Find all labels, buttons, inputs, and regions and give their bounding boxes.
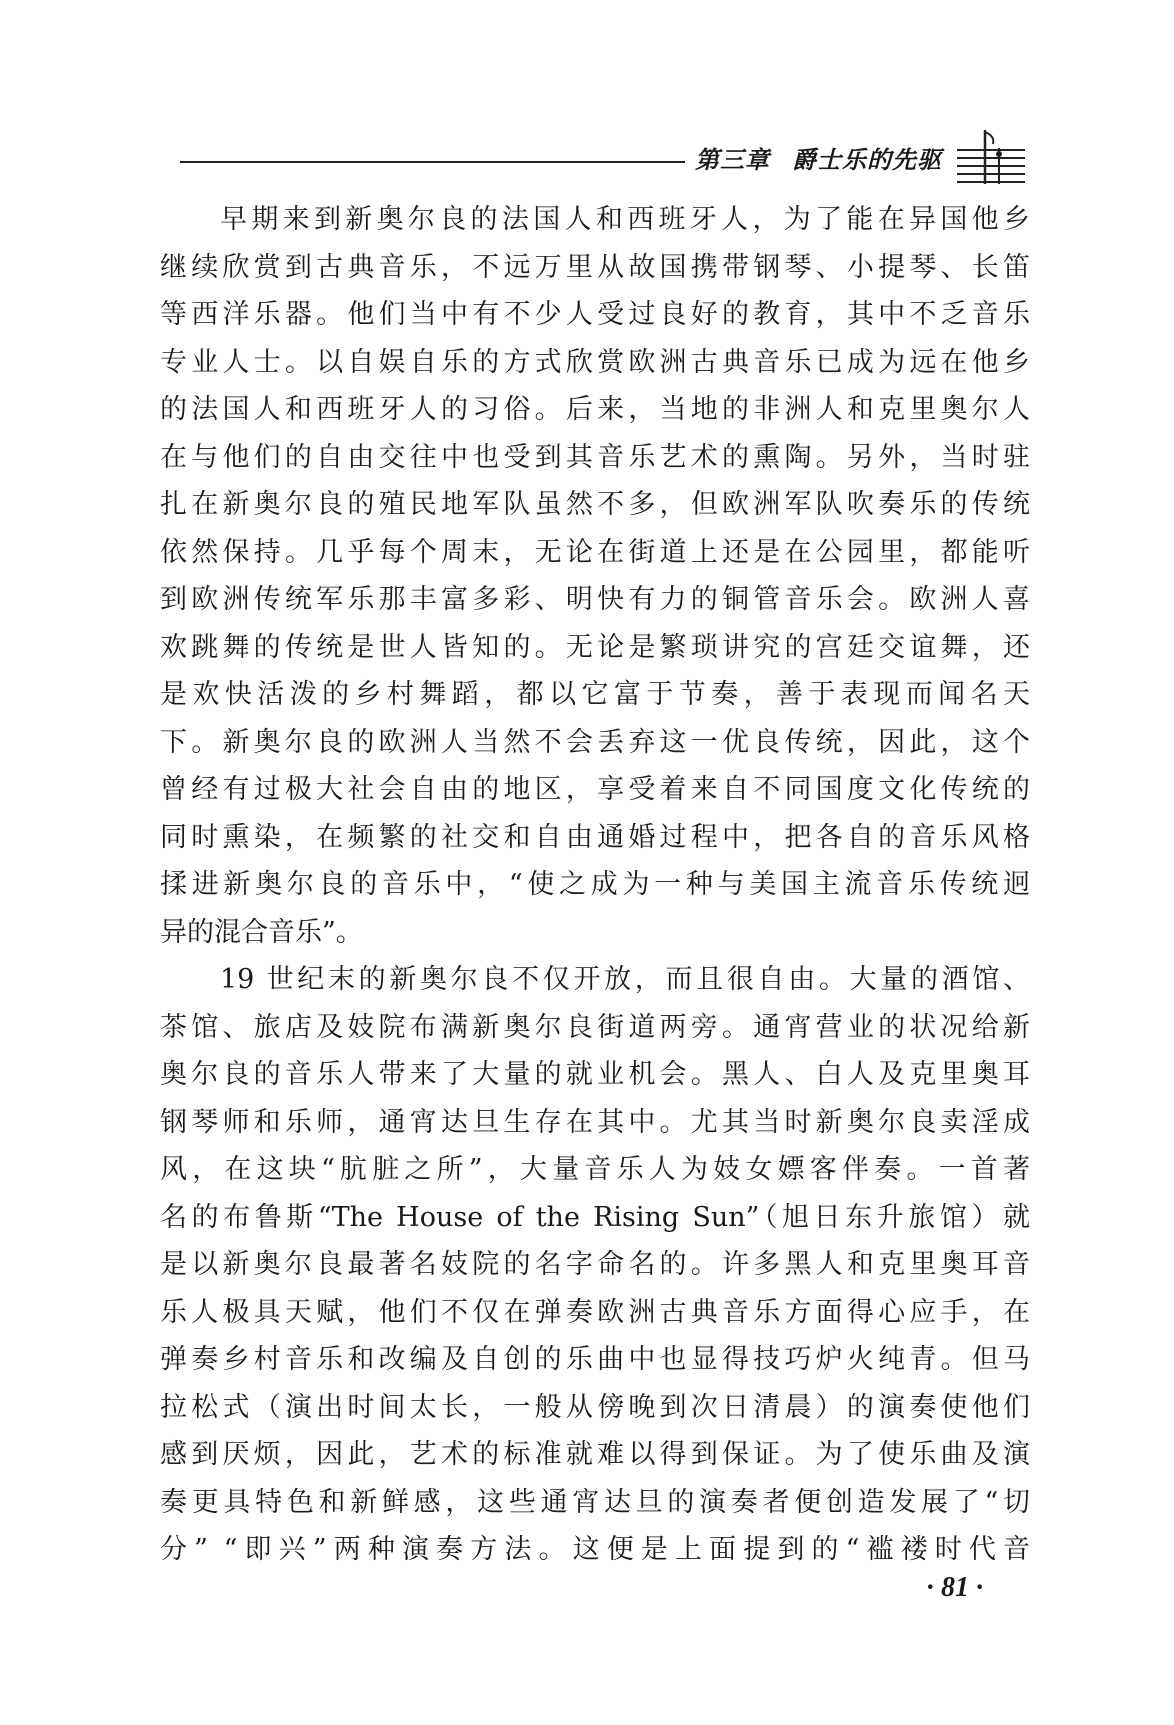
running-header	[160, 128, 1030, 188]
text-line: 在与他们的自由交往中也受到其音乐艺术的熏陶。另外，当时驻	[160, 441, 1030, 473]
text-line: 欢跳舞的传统是世人皆知的。无论是繁琐讲究的宫廷交谊舞，还	[160, 631, 1030, 663]
text-line: 19 世纪末的新奥尔良不仅开放，而且很自由。大量的酒馆、	[220, 964, 1030, 995]
text-line: 钢琴师和乐师，通宵达旦生存在其中。尤其当时新奥尔良卖淫成	[160, 1106, 1030, 1138]
paragraph-2	[160, 956, 1030, 1574]
text-line: 到欧洲传统军乐那丰富多彩、明快有力的铜管音乐会。欧洲人喜	[160, 584, 1030, 615]
text-line: 茶馆、旅店及妓院布满新奥尔良街道两旁。通宵营业的状况给新	[160, 1011, 1030, 1043]
text-line: 奏更具特色和新鲜感，这些通宵达旦的演奏者便创造发展了“切	[160, 1486, 1030, 1518]
text-line: 专业人士。以自娱自乐的方式欣赏欧洲古典音乐已成为远在他乡	[160, 346, 1030, 378]
chapter-title: 爵士乐的先驱	[792, 146, 942, 174]
text-line: 拉松式（演出时间太长，一般从傍晚到次日清晨）的演奏使他们	[160, 1391, 1030, 1423]
text-line: 揉进新奥尔良的音乐中，“使之成为一种与美国主流音乐传统迥	[160, 869, 1030, 900]
chapter-label: 第三章	[695, 146, 770, 174]
text-line: 扎在新奥尔良的殖民地军队虽然不多，但欧洲军队吹奏乐的传统	[160, 489, 1030, 520]
page-number-dot-right: ·	[975, 1572, 985, 1603]
paragraph-1	[160, 196, 1030, 956]
text-line: 分” “即兴”两种演奏方法。这便是上面提到的“褴褛时代音	[160, 1534, 1030, 1565]
page-number-value: 81	[941, 1572, 969, 1603]
text-line: 乐人极具天赋，他们不仅在弹奏欧洲古典音乐方面得心应手，在	[160, 1296, 1030, 1328]
text-line: 是以新奥尔良最著名妓院的名字命名的。许多黑人和克里奥耳音	[160, 1249, 1030, 1280]
text-line: 风，在这块“肮脏之所”，大量音乐人为妓女嫖客伴奏。一首著	[160, 1154, 1030, 1185]
page-number	[900, 1572, 1010, 1604]
text-line: 等西洋乐器。他们当中有不少人受过良好的教育，其中不乏音乐	[160, 299, 1030, 330]
body-text	[160, 196, 1030, 1574]
header-title	[695, 140, 942, 175]
header-rule	[180, 161, 685, 163]
text-line: 感到厌烦，因此，艺术的标准就难以得到保证。为了使乐曲及演	[160, 1439, 1030, 1470]
text-line: 是欢快活泼的乡村舞蹈，都以它富于节奏，善于表现而闻名天	[160, 679, 1030, 710]
text-line: 奥尔良的音乐人带来了大量的就业机会。黑人、白人及克里奥耳	[160, 1059, 1030, 1090]
text-line: 下。新奥尔良的欧洲人当然不会丢弃这一优良传统，因此，这个	[160, 726, 1030, 758]
text-line: 弹奏乡村音乐和改编及自创的乐曲中也显得技巧炉火纯青。但马	[160, 1344, 1030, 1375]
text-line: 早期来到新奥尔良的法国人和西班牙人，为了能在异国他乡	[220, 204, 1030, 235]
text-line: 继续欣赏到古典音乐，不远万里从故国携带钢琴、小提琴、长笛	[160, 251, 1030, 283]
text-line: 同时熏染，在频繁的社交和自由通婚过程中，把各自的音乐风格	[160, 821, 1030, 853]
music-staff-icon	[955, 128, 1027, 186]
text-line: 的法国人和西班牙人的习俗。后来，当地的非洲人和克里奥尔人	[160, 394, 1030, 425]
text-line: 曾经有过极大社会自由的地区，享受着来自不同国度文化传统的	[160, 774, 1030, 805]
page-number-dot-left: ·	[925, 1572, 935, 1603]
text-line: 依然保持。几乎每个周末，无论在街道上还是在公园里，都能听	[160, 536, 1030, 568]
text-line: 名的布鲁斯“The House of the Rising Sun”（旭日东升旅馆）就	[160, 1201, 1030, 1233]
text-line: 异的混合音乐”。	[160, 916, 363, 948]
